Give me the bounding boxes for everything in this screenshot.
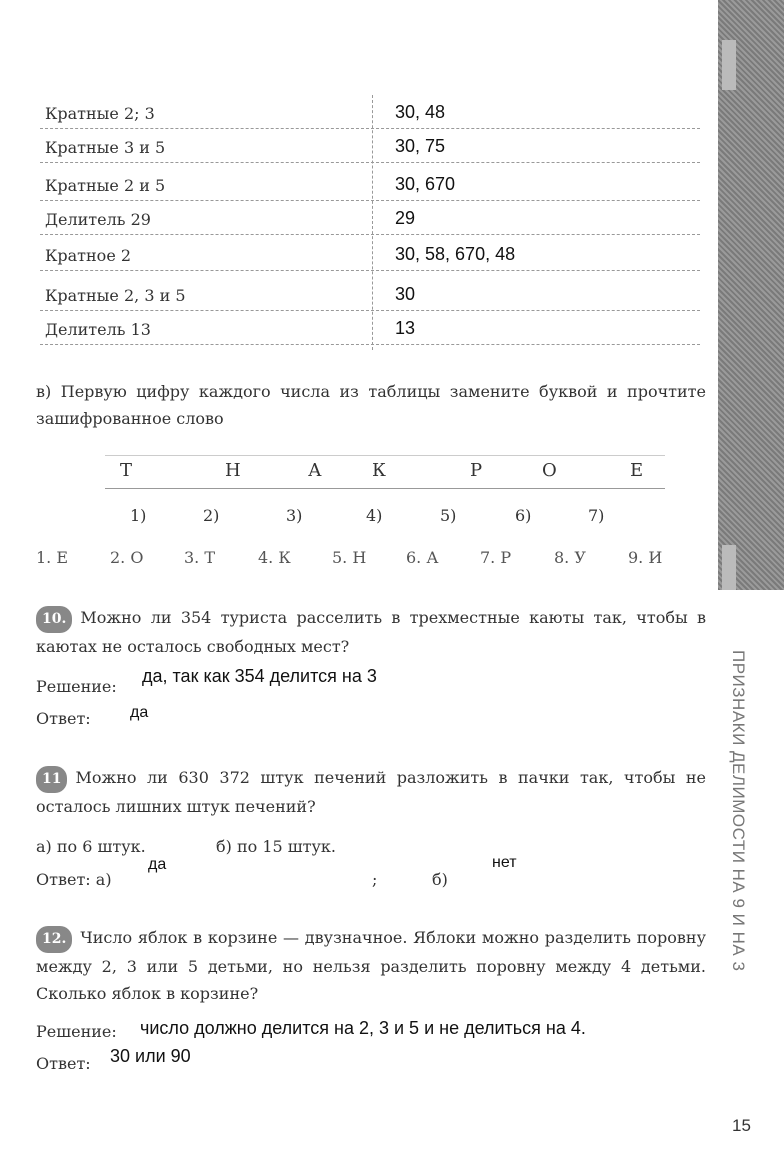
cipher-key: 5. Н — [332, 548, 367, 567]
cipher-position: 3) — [286, 506, 303, 525]
row-divider — [40, 234, 700, 235]
task-number-badge: 11 — [36, 766, 67, 793]
cipher-letter: Н — [225, 460, 241, 481]
row-divider — [40, 162, 700, 163]
task12-text — [36, 924, 706, 1007]
table-row-answer: 30, 58, 670, 48 — [395, 244, 516, 264]
table-row-answer: 30 — [395, 284, 416, 304]
table-row-label: Делитель 13 — [45, 320, 151, 339]
solution-answer: число должно делится на 2, 3 и 5 и не делиться на 4. — [140, 1018, 586, 1038]
cipher-letter: О — [542, 460, 557, 481]
row-divider — [40, 270, 700, 271]
chapter-title: ПРИЗНАКИ ДЕЛИМОСТИ НА 9 И НА 3 — [729, 650, 748, 972]
cipher-key: 6. А — [406, 548, 439, 567]
cipher-letter: К — [372, 460, 386, 481]
task-text: Можно ли 354 туриста расселить в трехместные каюты так, чтобы в каютах не осталось свободных мест? — [36, 608, 706, 656]
task10-text — [36, 604, 706, 660]
answer-label: Ответ: а) — [36, 870, 112, 889]
table-row-answer: 30, 670 — [395, 174, 456, 194]
option-b: б) по 15 штук. — [216, 837, 337, 856]
cipher-top-line — [105, 455, 665, 456]
cipher-position: 5) — [440, 506, 457, 525]
table-row-label: Кратные 3 и 5 — [45, 138, 166, 157]
cipher-position: 4) — [366, 506, 383, 525]
row-divider — [40, 344, 700, 345]
task11-text — [36, 764, 706, 820]
solution-answer: да, так как 354 делится на 3 — [142, 666, 377, 686]
row-divider — [40, 310, 700, 311]
answer-a: да — [148, 856, 167, 873]
cipher-key: 8. У — [554, 548, 586, 567]
table-row-label: Кратное 2 — [45, 246, 132, 265]
separator: ; — [372, 870, 378, 889]
table-divider — [372, 95, 373, 350]
cipher-key: 1. Е — [36, 548, 69, 567]
answer-label: Ответ: — [36, 709, 91, 728]
task-part-v: в) Первую цифру каждого числа из таблицы замените буквой и прочтите зашифрованное слово — [36, 382, 706, 428]
cipher-position: 6) — [515, 506, 532, 525]
cipher-letter: Т — [120, 460, 133, 481]
cipher-position: 7) — [588, 506, 605, 525]
task-number-badge: 12. — [36, 926, 72, 953]
table-row-answer: 13 — [395, 318, 416, 338]
table-row-answer: 30, 75 — [395, 136, 446, 156]
option-a: а) по 6 штук. — [36, 837, 146, 856]
solution-label: Решение: — [36, 677, 117, 696]
row-divider — [40, 200, 700, 201]
edge-tab — [722, 545, 736, 590]
cipher-letter: Р — [470, 460, 483, 481]
answer-label: Ответ: — [36, 1054, 91, 1073]
table-row-label: Кратные 2 и 5 — [45, 176, 166, 195]
cipher-key: 2. О — [110, 548, 144, 567]
solution-label: Решение: — [36, 1022, 117, 1041]
answer-b: нет — [492, 854, 517, 871]
table-row-label: Кратные 2; 3 — [45, 104, 155, 123]
page-number: 15 — [732, 1116, 751, 1135]
table-row-label: Делитель 29 — [45, 210, 151, 229]
table-row-label: Кратные 2, 3 и 5 — [45, 286, 186, 305]
cipher-key: 7. Р — [480, 548, 512, 567]
cipher-key: 3. Т — [184, 548, 216, 567]
row-divider — [40, 128, 700, 129]
cipher-position: 1) — [130, 506, 147, 525]
cipher-position: 2) — [203, 506, 220, 525]
edge-tab — [722, 40, 736, 90]
answer-value: 30 или 90 — [110, 1046, 191, 1066]
cipher-bottom-line — [105, 488, 665, 489]
task-number-badge: 10. — [36, 606, 72, 633]
table-row-answer: 30, 48 — [395, 102, 446, 122]
cipher-letter: А — [308, 460, 322, 481]
task-text: Число яблок в корзине — двузначное. Яблоки можно разделить поровну между 2, 3 или 5 детьми, но нельзя разделить поровну между 4 детьми. Сколько яблок в корзине? — [36, 928, 706, 1003]
task-text: Можно ли 630 372 штук печений разложить в пачки так, чтобы не осталось лишних штук печений? — [36, 768, 706, 816]
cipher-key: 4. К — [258, 548, 291, 567]
answer-value: да — [130, 704, 149, 721]
answer-b-label: б) — [432, 870, 448, 889]
cipher-key: 9. И — [628, 548, 663, 567]
table-row-answer: 29 — [395, 208, 416, 228]
cipher-letter: Е — [630, 460, 644, 481]
